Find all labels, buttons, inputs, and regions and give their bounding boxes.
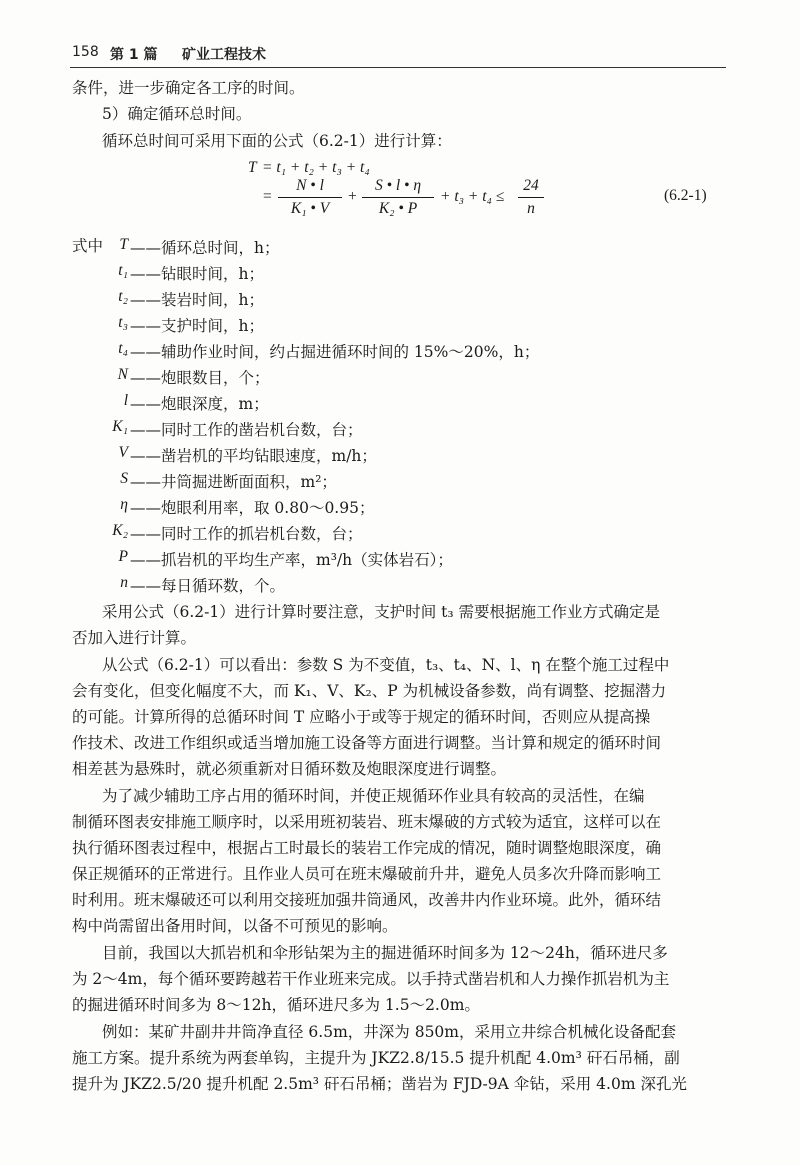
text-line: 从公式（6.2-1）可以看出：参数 S 为不变值，t₃、t₄、N、l、η 在整个施工过程中	[102, 656, 670, 674]
text-line: 的掘进循环时间多为 8～12h，循环进尺多为 1.5～2.0m。	[72, 996, 480, 1014]
formula-eq: =	[262, 188, 273, 205]
text-line: 的可能。计算所得的总循环时间 T 应略小于或等于规定的循环时间，否则应从提高操	[72, 708, 651, 726]
fraction-3-numerator: 24	[523, 177, 539, 194]
text-line: 制循环图表安排施工顺序时，以采用班初装岩、班末爆破的方式较为适宜，这样可以在	[72, 813, 662, 831]
def-term: K₂	[112, 522, 128, 539]
def-term: N	[117, 366, 128, 383]
text-line: 为了减少辅助工序占用的循环时间，并使正规循环作业具有较高的灵活性，在编	[102, 787, 645, 805]
fraction-2	[362, 176, 434, 219]
fraction-2-denominator: K₂ • P	[378, 200, 418, 217]
text-line: 5）确定循环总时间。	[102, 105, 252, 123]
def-desc: ——炮眼数目，个；	[130, 369, 270, 387]
text-line: 循环总时间可采用下面的公式（6.2-1）进行计算：	[102, 132, 452, 150]
def-term: T	[119, 236, 128, 253]
formula-plus: +	[347, 188, 358, 205]
fraction-3-denominator: n	[527, 200, 535, 217]
formula-line1: = t₁ + t₂ + t₃ + t₄	[262, 159, 370, 176]
def-desc: ——同时工作的凿岩机台数，台；	[130, 421, 363, 439]
fraction-1	[278, 176, 342, 219]
where-label: 式中	[72, 237, 104, 255]
formula-tail: + t₃ + t₄ ≤	[440, 188, 505, 205]
chapter-title: 矿业工程技术	[182, 47, 266, 63]
def-term: S	[120, 470, 128, 487]
fraction-2-numerator: S • l • η	[374, 177, 422, 194]
def-term: V	[118, 444, 128, 461]
fraction-1-denominator: K₁ • V	[290, 200, 330, 217]
text-line: 保正规循环的正常进行。且作业人员可在班末爆破前升井，避免人员多次升降而影响工	[72, 865, 662, 883]
def-desc: ——炮眼利用率，取 0.80～0.95；	[130, 499, 375, 517]
def-desc: ——井筒掘进断面面积，m²；	[130, 473, 337, 491]
def-desc: ——辅助作业时间，约占掘进循环时间的 15%～20%，h；	[130, 343, 540, 361]
text-line: 提升为 JKZ2.5/20 提升机配 2.5m³ 矸石吊桶；凿岩为 FJD-9A 伞钻，采用 4.0m 深孔光	[72, 1075, 687, 1093]
page-number: 158	[72, 44, 99, 60]
text-line: 执行循环图表过程中，根据占工时最长的装岩工作完成的情况，随时调整炮眼深度，确	[72, 839, 662, 857]
text-line: 施工方案。提升系统为两套单钩，主提升为 JKZ2.8/15.5 提升机配 4.0m³ 矸石吊桶，副	[72, 1049, 680, 1067]
part-label: 第 1 篇	[110, 47, 158, 63]
text-line: 时利用。班末爆破还可以利用交接班加强井筒通风，改善井内作业环境。此外，循环结	[72, 891, 662, 909]
fraction-2-bar	[362, 197, 434, 198]
def-desc: ——循环总时间，h；	[130, 239, 280, 257]
text-line: 条件，进一步确定各工序的时间。	[72, 79, 305, 97]
def-term: η	[120, 496, 128, 513]
text-line: 作技术、改进工作组织或适当增加施工设备等方面进行调整。当计算和规定的循环时间	[72, 734, 662, 752]
def-desc: ——同时工作的抓岩机台数，台；	[130, 525, 363, 543]
def-term: n	[120, 574, 128, 591]
text-line: 为 2～4m，每个循环要跨越若干作业班来完成。以手持式凿岩机和人力操作抓岩机为主	[72, 970, 670, 988]
def-term: l	[123, 392, 128, 409]
text-line: 否加入进行计算。	[72, 629, 197, 647]
def-term: K₁	[112, 418, 128, 435]
def-desc: ——装岩时间，h；	[130, 291, 264, 309]
def-desc: ——炮眼深度，m；	[130, 395, 269, 413]
def-term: t₄	[118, 340, 128, 357]
def-desc: ——每日循环数，个。	[130, 577, 286, 595]
equation-number: (6.2-1)	[664, 187, 707, 204]
def-term: t₂	[118, 288, 128, 305]
fraction-3-bar	[518, 197, 544, 198]
def-desc: ——凿岩机的平均钻眼速度，m/h；	[130, 447, 377, 465]
text-line: 例如：某矿井副井井筒净直径 6.5m，井深为 850m，采用立井综合机械化设备配套	[102, 1023, 676, 1041]
def-term: t₃	[118, 314, 128, 331]
fraction-3	[518, 176, 544, 219]
text-line: 采用公式（6.2-1）进行计算时要注意，支护时间 t₃ 需要根据施工作业方式确定是	[102, 603, 661, 621]
def-desc: ——支护时间，h；	[130, 317, 264, 335]
fraction-1-numerator: N • l	[296, 177, 324, 194]
text-line: 构中尚需留出备用时间，以备不可预见的影响。	[72, 917, 398, 935]
header-rule	[70, 67, 726, 68]
page-header	[70, 44, 726, 66]
def-desc: ——钻眼时间，h；	[130, 265, 264, 283]
text-line: 会有变化，但变化幅度不大，而 K₁、V、K₂、P 为机械设备参数，尚有调整、挖掘潜力	[72, 682, 667, 700]
text-line: 相差甚为悬殊时，就必须重新对日循环数及炮眼深度进行调整。	[72, 760, 507, 778]
def-desc: ——抓岩机的平均生产率，m³/h（实体岩石）；	[130, 551, 453, 569]
formula-lhs: T	[248, 159, 257, 176]
def-term: P	[118, 548, 128, 565]
fraction-1-bar	[278, 197, 342, 198]
text-line: 目前，我国以大抓岩机和伞形钻架为主的掘进循环时间多为 12～24h，循环进尺多	[102, 944, 668, 962]
def-term: t₁	[118, 262, 128, 279]
